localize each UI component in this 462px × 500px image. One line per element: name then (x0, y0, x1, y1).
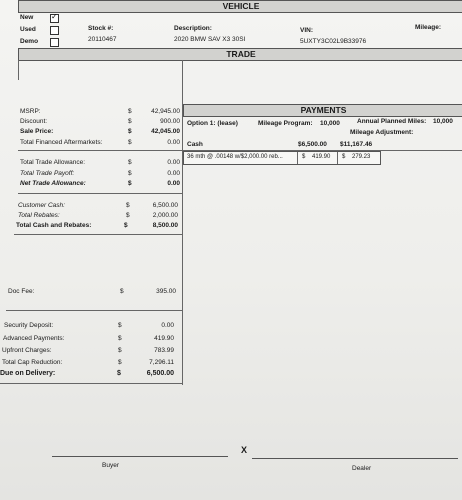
doc-fee-value: 395.00 (156, 288, 176, 295)
condition-new-checkbox[interactable] (50, 14, 59, 23)
mileage-program-value: 10,000 (320, 120, 340, 127)
dealer-signature-line[interactable] (252, 458, 458, 459)
mileage-label: Mileage: (415, 24, 442, 31)
pricing-divider-2 (18, 193, 182, 194)
cash-amount: $6,500.00 (298, 141, 327, 148)
cap-reduction-label: Total Cap Reduction: (2, 359, 63, 366)
due-on-delivery-label: Due on Delivery: (0, 370, 56, 377)
condition-used-label: Used (20, 26, 36, 33)
cap-reduction-value: 7,296.11 (149, 359, 174, 366)
upfront-charges-currency: $ (118, 347, 122, 354)
rebates-label: Total Rebates: (18, 212, 60, 219)
mileage-adjustment-label: Mileage Adjustment: (350, 129, 414, 136)
upfront-charges-value: 783.99 (154, 347, 174, 354)
cap-reduction-currency: $ (118, 359, 122, 366)
payment-currency: $ (302, 154, 306, 160)
security-deposit-currency: $ (118, 322, 122, 329)
payment-option-row[interactable] (183, 151, 381, 165)
aftermarkets-currency: $ (128, 139, 132, 146)
term-description: 36 mth @ .00148 w/$2,000.00 reb... (187, 154, 283, 160)
customer-cash-label: Customer Cash: (18, 202, 65, 209)
net-trade-value: 0.00 (167, 180, 180, 187)
discount-currency: $ (128, 118, 132, 125)
condition-used-checkbox[interactable] (50, 26, 59, 35)
cash-label: Cash (187, 141, 203, 148)
payments-header (183, 104, 462, 117)
customer-cash-value: 6,500.00 (152, 202, 178, 209)
vin-value: 5UXTY3C02L9B33976 (300, 38, 367, 45)
doc-fee-label: Doc Fee: (8, 288, 35, 295)
total-cash-value: 8,500.00 (152, 222, 178, 229)
upfront-charges-label: Upfront Charges: (2, 347, 52, 354)
payments-header-text: PAYMENTS (300, 105, 347, 115)
mileage-program-label: Mileage Program: (258, 120, 313, 127)
net-trade-currency: $ (128, 180, 132, 187)
row-divider-1 (297, 152, 298, 164)
left-margin-line (18, 60, 19, 80)
msrp-currency: $ (128, 108, 132, 115)
condition-demo-checkbox[interactable] (50, 38, 59, 47)
total-cash-label: Total Cash and Rebates: (16, 222, 92, 229)
buyer-signature-line[interactable] (52, 456, 228, 457)
rebates-value: 2,000.00 (152, 212, 178, 219)
description-label: Description: (174, 25, 212, 32)
due-on-delivery-currency: $ (117, 370, 121, 377)
payment-value: 419.90 (312, 154, 331, 160)
security-deposit-value: 0.00 (161, 322, 174, 329)
signature-x-mark: X (241, 445, 248, 455)
pricing-divider-1 (18, 150, 182, 151)
vin-label: VIN: (300, 27, 313, 34)
aftermarkets-label: Total Financed Aftermarkets: (20, 139, 103, 146)
due-on-delivery-value: 6,500.00 (146, 370, 174, 377)
msrp-value: 42,945.00 (151, 108, 180, 115)
vehicle-header-text: VEHICLE (222, 1, 260, 11)
row-divider-2 (337, 152, 338, 164)
advanced-payments-currency: $ (118, 335, 122, 342)
rebates-currency: $ (126, 212, 130, 219)
discount-label: Discount: (20, 118, 48, 125)
payment2-value: 279.23 (352, 154, 371, 160)
security-deposit-label: Security Deposit: (4, 322, 54, 329)
total-cash-currency: $ (124, 222, 128, 229)
annual-miles-label: Annual Planned Miles: (357, 118, 427, 125)
sale-price-label: Sale Price: (20, 128, 54, 135)
customer-cash-currency: $ (126, 202, 130, 209)
advanced-payments-label: Advanced Payments: (3, 335, 65, 342)
trade-payoff-currency: $ (128, 170, 132, 177)
sale-price-currency: $ (128, 128, 132, 135)
stock-label: Stock #: (88, 25, 114, 32)
net-trade-label: Net Trade Allowance: (20, 180, 86, 187)
description-value: 2020 BMW SAV X3 30SI (174, 36, 246, 43)
pricing-divider-4 (6, 310, 182, 311)
buyer-label: Buyer (102, 462, 119, 469)
trade-payoff-label: Total Trade Payoff: (20, 170, 75, 177)
bottom-divider (0, 383, 182, 384)
advanced-payments-value: 419.90 (154, 335, 174, 342)
msrp-label: MSRP: (20, 108, 41, 115)
annual-miles-value: 10,000 (433, 118, 453, 125)
pricing-divider-3 (14, 234, 182, 235)
condition-demo-label: Demo (20, 38, 39, 45)
payment2-currency: $ (342, 154, 346, 160)
trade-allowance-value: 0.00 (167, 159, 180, 166)
stock-value: 20110467 (88, 36, 117, 43)
discount-value: 900.00 (160, 118, 180, 125)
doc-fee-currency: $ (120, 288, 124, 295)
trade-allowance-label: Total Trade Allowance: (20, 159, 86, 166)
trade-allowance-currency: $ (128, 159, 132, 166)
dealer-label: Dealer (352, 465, 372, 472)
option-label: Option 1: (lease) (187, 120, 238, 127)
sale-price-value: 42,045.00 (151, 128, 180, 135)
trade-payoff-value: 0.00 (167, 170, 180, 177)
trade-header-text: TRADE (226, 49, 256, 59)
aftermarkets-value: 0.00 (167, 139, 180, 146)
condition-new-label: New (20, 14, 34, 21)
vehicle-header (18, 0, 462, 13)
cash-total: $11,167.46 (340, 141, 373, 148)
trade-header (18, 48, 462, 61)
